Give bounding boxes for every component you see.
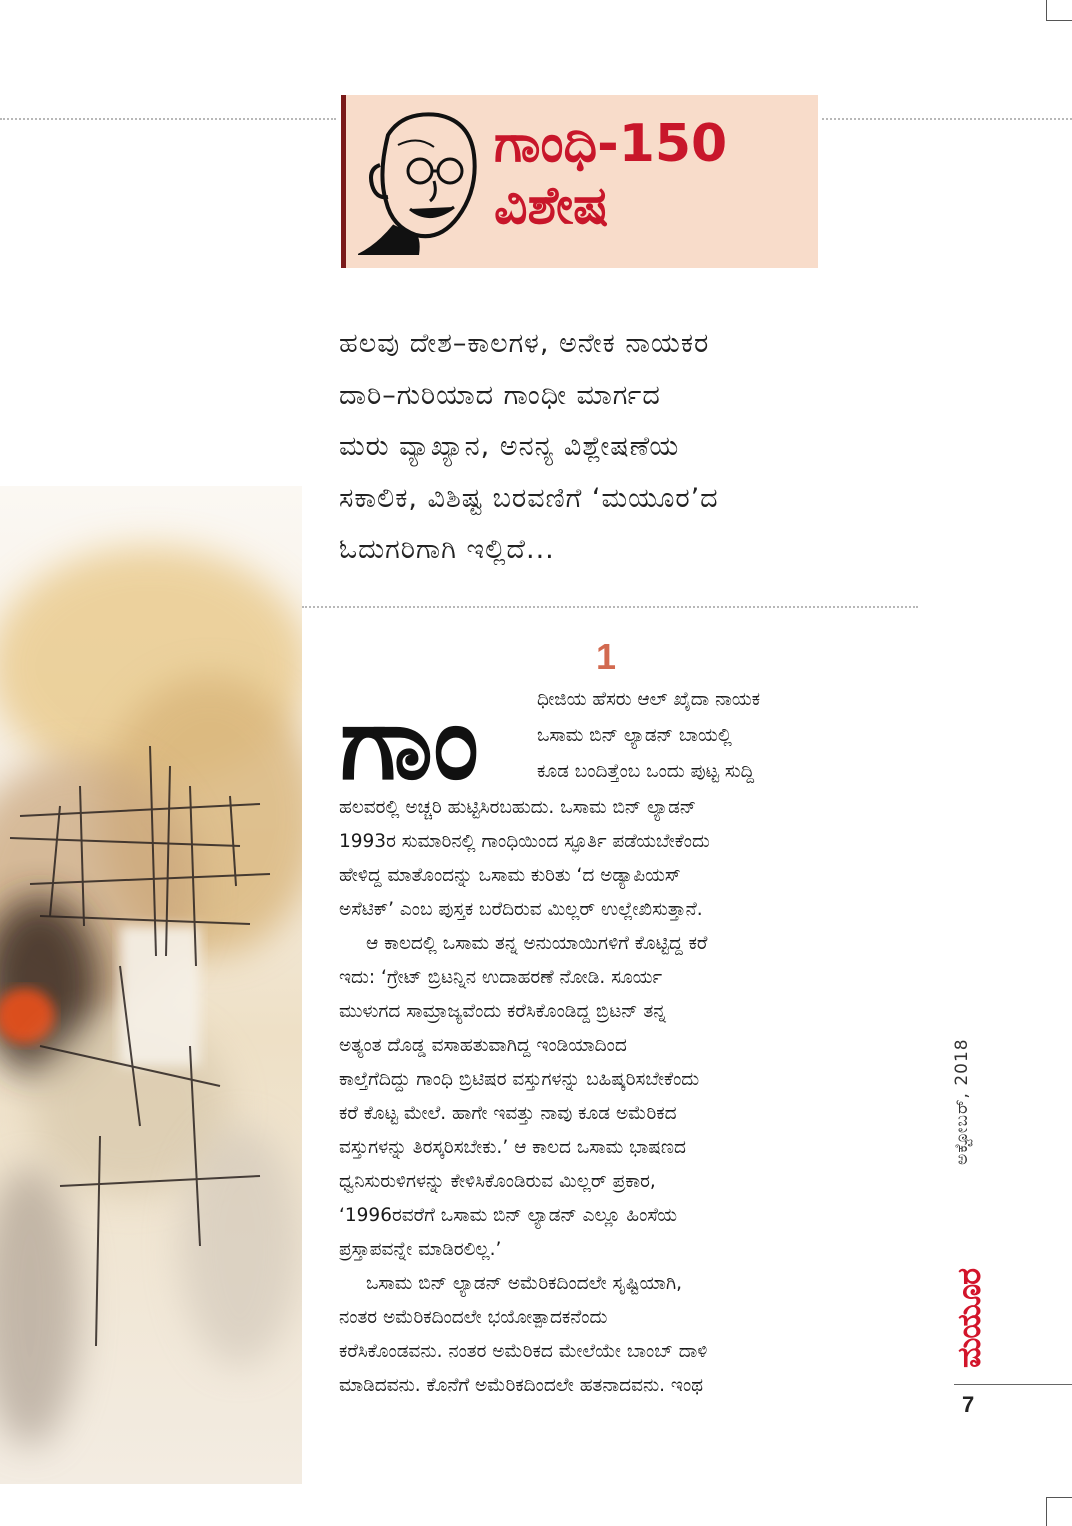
dotted-rule-middle xyxy=(302,606,918,608)
article-line: ಕರೆ ಕೊಟ್ಟ ಮೇಲೆ. ಹಾಗೇ ಇವತ್ತು ನಾವು ಕೂಡ ಅಮೆರಿಕದ xyxy=(339,1103,677,1124)
page-number-rule xyxy=(954,1384,1072,1385)
article-line: ಹೇಳಿದ್ದ ಮಾತೊಂದನ್ನು ಒಸಾಮ ಕುರಿತು ‘ದ ಅಡ್ಯಾಪಿಯಸ್ xyxy=(339,865,681,886)
intro-line: ಸಕಾಲಿಕ, ವಿಶಿಷ್ಟ ಬರವಣಿಗೆ ‘ಮಯೂರ’ದ xyxy=(339,482,719,514)
article-line: ಕೂಡ ಬಂದಿತ್ತೆಂಬ ಒಂದು ಪುಟ್ಟ ಸುದ್ದಿ xyxy=(537,761,755,782)
section-number: 1 xyxy=(595,636,617,677)
article-line: ನಂತರ ಅಮೆರಿಕದಿಂದಲೇ ಭಯೋತ್ಪಾದಕನೆಂದು xyxy=(339,1307,608,1328)
intro-line: ಓದುಗರಿಗಾಗಿ ಇಲ್ಲಿದೆ... xyxy=(339,534,555,565)
abstract-painting xyxy=(0,486,302,1484)
intro-paragraph xyxy=(339,318,859,576)
crop-mark-top-right xyxy=(1046,0,1072,21)
article-line: ಅತ್ಯಂತ ದೊಡ್ಡ ವಸಾಹತುವಾಗಿದ್ದ ಇಂಡಿಯಾದಿಂದ xyxy=(339,1035,627,1056)
article-line: ‘1996ರವರೆಗೆ ಒಸಾಮ ಬಿನ್ ಲ್ಯಾಡನ್ ಎಲ್ಲೂ ಹಿಂಸೆಯ xyxy=(339,1205,678,1226)
article-line: ಒಸಾಮ ಬಿನ್ ಲ್ಯಾಡನ್ ಅಮೆರಿಕದಿಂದಲೇ ಸೃಷ್ಟಿಯಾಗಿ, xyxy=(366,1273,682,1294)
banner-title-line-2: ವಿಶೇಷ xyxy=(494,176,609,236)
page-number: 7 xyxy=(962,1392,975,1417)
banner-title xyxy=(494,113,727,237)
article-line: ಇದು: ‘ಗ್ರೇಟ್ ಬ್ರಿಟನ್ನಿನ ಉದಾಹರಣೆ ನೋಡಿ. ಸೂರ್ಯ xyxy=(339,967,663,988)
crop-mark-bottom-right xyxy=(1046,1497,1072,1526)
article-line: ಕಾಲ್ತೆಗೆದಿದ್ದು ಗಾಂಧಿ ಬ್ರಿಟಿಷರ ವಸ್ತುಗಳನ್ನು ಬಹಿಷ್ಕರಿಸಬೇಕೆಂದು xyxy=(339,1069,700,1090)
article-line: ಧೀಜಿಯ ಹೆಸರು ಆಲ್ ಖೈದಾ ನಾಯಕ xyxy=(537,689,761,710)
drop-cap: ಗಾಂ xyxy=(340,681,478,803)
issue-date: ಅಕ್ಟೋಬರ್, 2018 xyxy=(952,1038,972,1165)
magazine-brand: ಮಯೂರ xyxy=(950,1268,988,1368)
article-line: ಪ್ರಸ್ತಾಪವನ್ನೇ ಮಾಡಿರಲಿಲ್ಲ.’ xyxy=(339,1239,502,1260)
article-line: ಕರೆಸಿಕೊಂಡವನು. ನಂತರ ಅಮೆರಿಕದ ಮೇಲೆಯೇ ಬಾಂಬ್ ದಾಳಿ xyxy=(339,1341,708,1362)
intro-line: ಹಲವು ದೇಶ–ಕಾಲಗಳ, ಅನೇಕ ನಾಯಕರ xyxy=(339,328,710,359)
gandhi-150-banner xyxy=(341,95,818,268)
intro-line: ಮರು ವ್ಯಾಖ್ಯಾನ, ಅನನ್ಯ ವಿಶ್ಲೇಷಣೆಯ xyxy=(339,431,680,462)
article-line: ಅಸೆಟಿಕ್’ ಎಂಬ ಪುಸ್ತಕ ಬರೆದಿರುವ ಮಿಲ್ಲರ್ ಉಲ್ಲೇಖಿಸುತ್ತಾನೆ. xyxy=(339,899,703,920)
article-line: ಮುಳುಗದ ಸಾಮ್ರಾಜ್ಯವೆಂದು ಕರೆಸಿಕೊಂಡಿದ್ದ ಬ್ರಿಟನ್ ತನ್ನ xyxy=(339,1001,667,1022)
dotted-rule-right xyxy=(822,118,1072,120)
article-line: 1993ರ ಸುಮಾರಿನಲ್ಲಿ ಗಾಂಧಿಯಿಂದ ಸ್ಫೂರ್ತಿ ಪಡೆಯಬೇಕೆಂದು xyxy=(339,831,710,852)
article-line: ವಸ್ತುಗಳನ್ನು ತಿರಸ್ಕರಿಸಬೇಕು.’ ಆ ಕಾಲದ ಒಸಾಮ ಭಾಷಣದ xyxy=(339,1137,686,1158)
gandhi-portrait-illustration xyxy=(358,105,488,255)
painting-strokes xyxy=(0,486,302,1484)
article-line: ಒಸಾಮ ಬಿನ್ ಲ್ಯಾಡನ್ ಬಾಯಲ್ಲಿ xyxy=(537,725,732,746)
article-line: ಧ್ವನಿಸುರುಳಿಗಳನ್ನು ಕೇಳಿಸಿಕೊಂಡಿರುವ ಮಿಲ್ಲರ್ ಪ್ರಕಾರ, xyxy=(339,1171,656,1192)
article-line: ಹಲವರಲ್ಲಿ ಅಚ್ಚರಿ ಹುಟ್ಟಿಸಿರಬಹುದು. ಒಸಾಮ ಬಿನ್ ಲ್ಯಾಡನ್ xyxy=(339,797,697,818)
article-line: ಆ ಕಾಲದಲ್ಲಿ ಒಸಾಮ ತನ್ನ ಅನುಯಾಯಿಗಳಿಗೆ ಕೊಟ್ಟಿದ್ದ ಕರೆ xyxy=(366,933,708,954)
intro-line: ದಾರಿ–ಗುರಿಯಾದ ಗಾಂಧೀ ಮಾರ್ಗದ xyxy=(339,379,661,411)
dotted-rule-left xyxy=(0,118,336,120)
banner-title-line-1: ಗಾಂಧಿ-150 xyxy=(494,114,728,174)
article-line: ಮಾಡಿದವನು. ಕೊನೆಗೆ ಅಮೆರಿಕದಿಂದಲೇ ಹತನಾದವನು. ಇಂಥ xyxy=(339,1375,704,1396)
